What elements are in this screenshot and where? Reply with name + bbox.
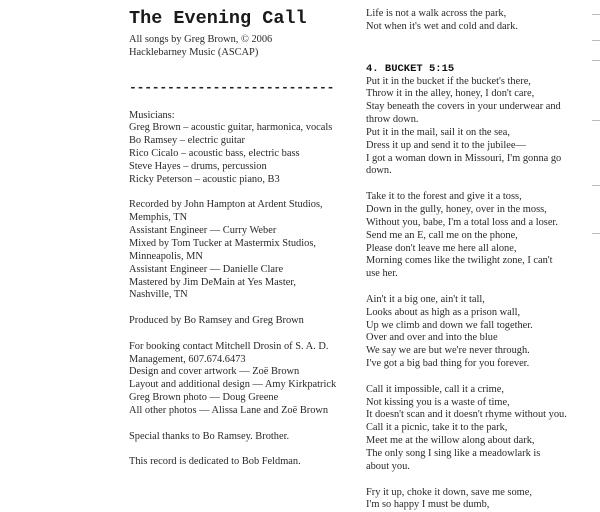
lyric-line: Take it to the forest and give it a toss, bbox=[366, 191, 522, 203]
dedication-line: This record is dedicated to Bob Feldman. bbox=[129, 456, 301, 468]
lyric-line: Throw it in the alley, honey, I don't care, bbox=[366, 88, 535, 100]
lyric-line: Please don't leave me here all alone, bbox=[366, 242, 517, 254]
recording-line: Mixed by Tom Tucker at Mastermix Studios, bbox=[129, 237, 316, 249]
lyric-line: Down in the gully, honey, over in the moss, bbox=[366, 203, 547, 215]
recording-line: Assistant Engineer — Danielle Clare bbox=[129, 263, 284, 275]
lyric-line: Not kissing you is a waste of time, bbox=[366, 396, 510, 408]
thanks-line: Special thanks to Bo Ramsey. Brother. bbox=[129, 430, 290, 442]
lyric-line: I got a woman down in Missouri, I'm gonna go bbox=[366, 152, 562, 164]
musician-line: Greg Brown – acoustic guitar, harmonica, vocals bbox=[129, 122, 333, 134]
lyric-line: Looks about as high as a prison wall, bbox=[366, 306, 521, 318]
musician-line: Rico Cicalo – acoustic bass, electric bass bbox=[129, 148, 300, 160]
lyric-line: Meet me at the willow along about dark, bbox=[366, 435, 535, 447]
lyric-line: use her. bbox=[366, 268, 398, 280]
lyric-line: Ain't it a big one, ain't it tall, bbox=[366, 293, 485, 305]
producer-line: Produced by Bo Ramsey and Greg Brown bbox=[129, 315, 304, 327]
lyric-line: Not when it's wet and cold and dark. bbox=[366, 20, 518, 32]
lyric-line: Call it a picnic, take it to the park, bbox=[366, 422, 508, 434]
booking-line: Layout and additional design — Amy Kirkpatrick bbox=[129, 379, 337, 391]
lyric-line: Over and over and into the blue bbox=[366, 332, 498, 344]
lyric-line: Put it in the bucket if the bucket's there, bbox=[366, 75, 531, 87]
recording-line: Assistant Engineer — Curry Weber bbox=[129, 225, 277, 237]
booking-line: All other photos — Alissa Lane and Zoë Brown bbox=[129, 404, 329, 416]
musicians-heading: Musicians: bbox=[129, 109, 175, 121]
lyric-line: I've got a big bad thing for you forever. bbox=[366, 358, 530, 370]
musician-line: Ricky Peterson – acoustic piano, B3 bbox=[129, 173, 280, 185]
lyric-line: Stay beneath the covers in your underwear and bbox=[366, 101, 561, 113]
lyric-line: Fry it up, choke it down, save me some, bbox=[366, 486, 532, 498]
lyric-line: Up we climb and down we fall together. bbox=[366, 319, 533, 331]
credit-line: All songs by Greg Brown, © 2006 bbox=[129, 34, 273, 45]
song-heading: 4. BUCKET 5:15 bbox=[366, 62, 455, 75]
lyric-line: Without you, babe, I'm a total loss and a loser. bbox=[366, 216, 558, 228]
lyric-line: Dress it up and send it to the jubilee— bbox=[366, 139, 526, 151]
lyric-line: down. bbox=[366, 165, 392, 177]
recording-line: Recorded by John Hampton at Ardent Studios, bbox=[129, 199, 323, 211]
lyric-line: about you. bbox=[366, 460, 410, 472]
lyric-line: throw down. bbox=[366, 114, 419, 126]
lyric-line: I'm so happy I must be dumb, bbox=[366, 499, 490, 511]
lyrics-column bbox=[366, 8, 567, 511]
lyric-line: The only song I sing like a meadowlark is bbox=[366, 448, 541, 459]
lyric-line: Morning comes like the twilight zone, I can't bbox=[366, 255, 553, 267]
lyric-line: Call it impossible, call it a crime, bbox=[366, 383, 504, 395]
booking-line: For booking contact Mitchell Drosin of S. A. D. bbox=[129, 340, 329, 352]
booking-line: Greg Brown photo — Doug Greene bbox=[129, 392, 279, 404]
lyric-line: Life is not a walk across the park, bbox=[366, 8, 507, 19]
recording-line: Memphis, TN bbox=[129, 212, 188, 224]
recording-line: Mastered by Jim DeMain at Yes Master, bbox=[129, 276, 296, 288]
lyric-line: Send me an E, call me on the phone, bbox=[366, 229, 518, 241]
booking-line: Management, 607.674.6473 bbox=[129, 353, 246, 365]
musician-line: Bo Ramsey – electric guitar bbox=[129, 135, 245, 147]
album-title: The Evening Call bbox=[129, 8, 307, 29]
separator: --------------------------- bbox=[129, 79, 335, 95]
booking-line: Design and cover artwork — Zoë Brown bbox=[129, 366, 300, 378]
lyric-line: We say we are but we're never through. bbox=[366, 345, 530, 357]
lyric-line: Put it in the mail, sail it on the sea, bbox=[366, 126, 511, 138]
lyric-line: It doesn't scan and it doesn't rhyme without you. bbox=[366, 409, 567, 421]
musician-line: Steve Hayes – drums, percussion bbox=[129, 160, 267, 172]
credits-column bbox=[129, 0, 336, 469]
recording-line: Nashville, TN bbox=[129, 289, 188, 301]
recording-line: Minneapolis, MN bbox=[129, 250, 203, 262]
credit-line: Hacklebarney Music (ASCAP) bbox=[129, 46, 259, 58]
